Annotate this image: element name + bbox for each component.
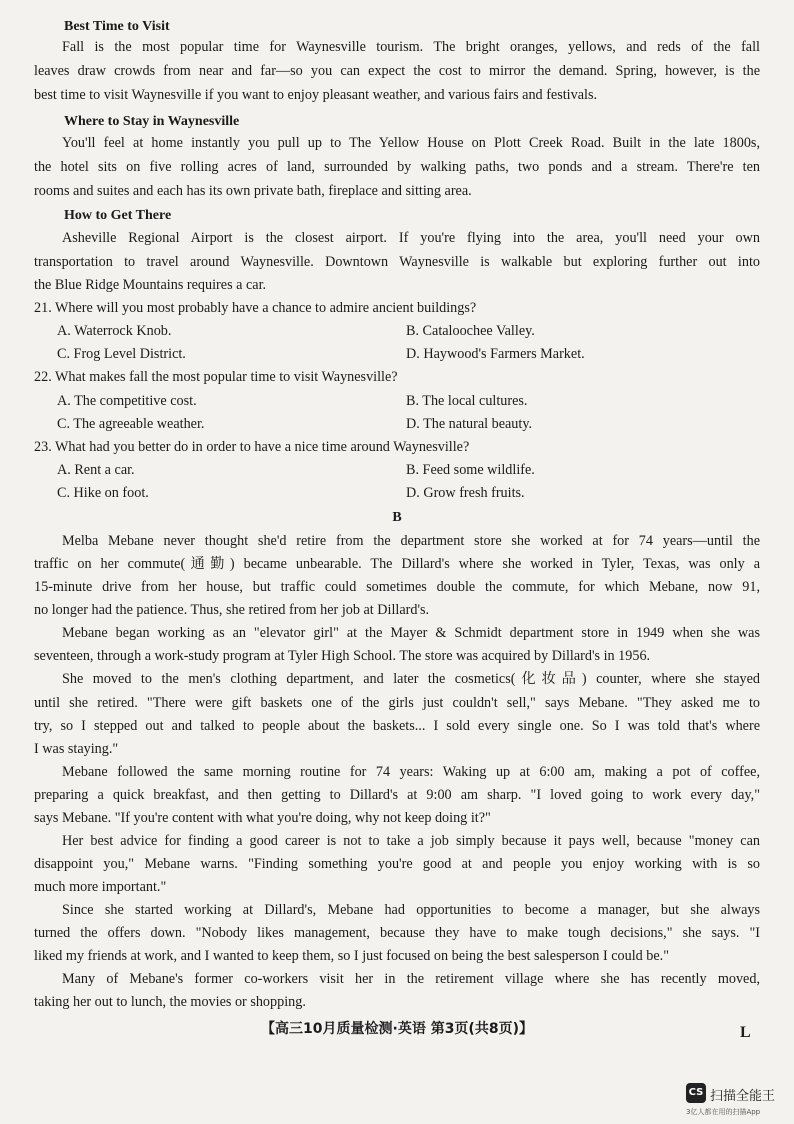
text-line: Melba Mebane never thought she'd retire from the department store she worked at for 74 years—until the [62,533,760,549]
question-21-option-b[interactable]: B. Cataloochee Valley. [406,323,535,339]
text-line: transportation to travel around Waynesville. Downtown Waynesville is walkable but exploring further out into [34,254,760,270]
paper-version-mark: L [740,1024,751,1041]
question-22-option-c[interactable]: C. The agreeable weather. [57,416,205,432]
text-line: I was staying." [34,741,119,757]
text-line: try, so I stepped out and talked to people about the baskets... I sold every single one. So I was told that's where [34,718,760,734]
text-line: She moved to the men's clothing department, and later the cosmetics(化妆品) counter, where she stayed [62,671,760,687]
text-line: seventeen, through a work-study program at Tyler High School. The store was acquired by Dillard's in 1956. [34,648,651,664]
text-line: Her best advice for finding a good career is not to take a job simply because it pays well, because "money can [62,833,760,849]
question-21-option-a[interactable]: A. Waterrock Knob. [57,323,172,339]
text-line: traffic on her commute(通勤) became unbearable. The Dillard's where she worked in Tyler, Texas, was only a [34,556,760,572]
question-22-stem: 22. What makes fall the most popular time to visit Waynesville? [34,369,398,385]
question-22-option-d[interactable]: D. The natural beauty. [406,416,533,432]
scanner-app-badge [686,1083,794,1123]
question-23-option-b[interactable]: B. Feed some wildlife. [406,462,535,478]
question-21-stem: 21. Where will you most probably have a chance to admire ancient buildings? [34,300,477,316]
text-line: Many of Mebane's former co-workers visit her in the retirement village where she has recently moved, [62,971,760,987]
text-line: 15-minute drive from her house, but traffic could sometimes double the commute, for which Mebane, now 91, [34,579,760,595]
text-line: no longer had the patience. Thus, she retired from her job at Dillard's. [34,602,430,618]
text-line: preparing a quick breakfast, and then getting to Dillard's at 9:00 am sharp. "I loved going to work every day," [34,787,760,803]
heading-where-to-stay: Where to Stay in Waynesville [64,114,240,129]
text-line: disappoint you," Mebane warns. "Finding something you're good at and people you enjoy working with is so [34,856,760,872]
scanner-app-name: 扫描全能王 [710,1089,776,1104]
question-21-option-d[interactable]: D. Haywood's Farmers Market. [406,346,585,362]
text-line: You'll feel at home instantly you pull up to The Yellow House on Plott Creek Road. Built in the late 1800s, [62,135,760,151]
text-line: leaves draw crowds from near and far—so you can expect the cost to mirror the demand. Spring, however, is the [34,63,760,79]
text-line: Since she started working at Dillard's, Mebane had opportunities to become a manager, but she always [62,902,760,918]
text-line: Fall is the most popular time for Waynesville tourism. The bright oranges, yellows, and reds of the fall [62,39,760,55]
question-23-option-a[interactable]: A. Rent a car. [57,462,135,478]
text-line: much more important." [34,879,167,895]
camscanner-logo-icon: CS [686,1083,706,1103]
text-line: Asheville Regional Airport is the closest airport. If you're flying into the area, you'll need your own [62,230,760,246]
text-line: taking her out to lunch, the movies or shopping. [34,994,306,1010]
page-footer: 【高三10月质量检测·英语 第3页(共8页)】 [261,1021,533,1037]
heading-best-time: Best Time to Visit [64,19,170,34]
question-23-stem: 23. What had you better do in order to have a nice time around Waynesville? [34,439,470,455]
question-22-option-b[interactable]: B. The local cultures. [406,393,528,409]
section-b-label: B [392,510,402,525]
text-line: Mebane followed the same morning routine for 74 years: Waking up at 6:00 am, making a pot of coffee, [62,764,760,780]
text-line: best time to visit Waynesville if you want to enjoy pleasant weather, and various fairs and festivals. [34,87,598,103]
text-line: liked my friends at work, and I wanted to keep them, so I just focused on being the best salesperson I could be." [34,948,670,964]
question-23-option-d[interactable]: D. Grow fresh fruits. [406,485,525,501]
text-line: the hotel sits on five rolling acres of land, surrounded by walking paths, two ponds and a stream. There're ten [34,159,760,175]
question-21-option-c[interactable]: C. Frog Level District. [57,346,186,362]
text-line: the Blue Ridge Mountains requires a car. [34,277,267,293]
text-line: Mebane began working as an "elevator girl" at the Mayer & Schmidt department store in 1949 when she was [62,625,760,641]
text-line: turned the offers down. "Nobody likes management, because they have to make tough decisions," she says. "I [34,925,760,941]
text-line: until she retired. "There were gift baskets one of the girls just couldn't sell," says Mebane. "They asked me to [34,695,760,711]
text-line: rooms and suites and each has its own private bath, fireplace and sitting area. [34,183,472,199]
scanner-app-tagline: 3亿人都在用的扫描App [686,1108,761,1116]
heading-how-to-get: How to Get There [64,208,172,223]
question-22-option-a[interactable]: A. The competitive cost. [57,393,197,409]
text-line: says Mebane. "If you're content with what you're doing, why not keep doing it?" [34,810,491,826]
question-23-option-c[interactable]: C. Hike on foot. [57,485,149,501]
